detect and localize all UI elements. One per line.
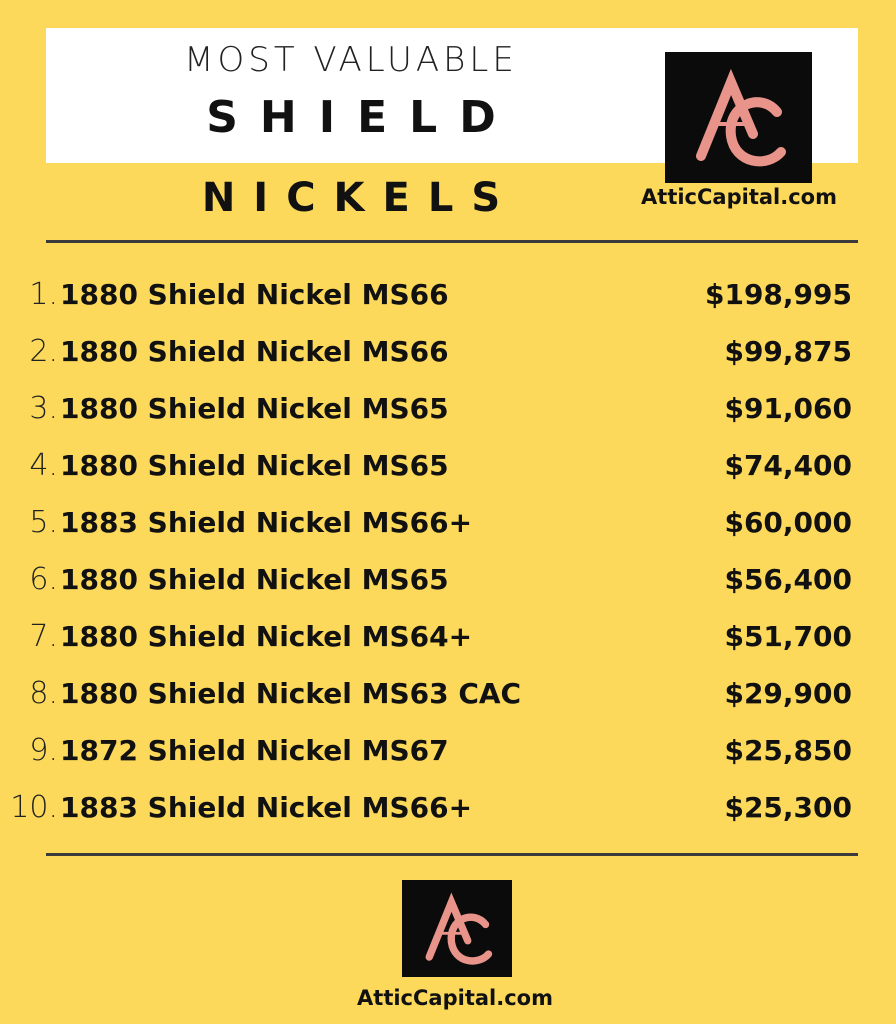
coin-name: 1880 Shield Nickel MS65	[60, 449, 449, 482]
coin-name: 1880 Shield Nickel MS65	[60, 392, 449, 425]
divider-bottom	[46, 853, 858, 856]
coin-price: $29,900	[724, 677, 852, 710]
coin-price: $56,400	[724, 563, 852, 596]
site-link-bottom[interactable]: AtticCapital.com	[357, 986, 553, 1010]
rank-number: 1.	[29, 277, 58, 312]
coin-price: $91,060	[724, 392, 852, 425]
rank-number: 3.	[29, 391, 58, 426]
coin-price: $198,995	[704, 278, 852, 311]
rank-number: 8.	[29, 676, 58, 711]
site-link-top[interactable]: AtticCapital.com	[641, 185, 837, 209]
ranking-list	[0, 272, 896, 842]
ac-logo-icon[interactable]	[402, 880, 512, 977]
rank-number: 10.	[10, 790, 58, 825]
rank-number: 5.	[29, 505, 58, 540]
rank-number: 7.	[29, 619, 58, 654]
coin-price: $74,400	[724, 449, 852, 482]
coin-name: 1883 Shield Nickel MS66+	[60, 791, 473, 824]
rank-number: 2.	[29, 334, 58, 369]
list-item	[0, 671, 896, 728]
coin-price: $60,000	[724, 506, 852, 539]
rank-number: 4.	[29, 448, 58, 483]
list-item	[0, 785, 896, 842]
coin-price: $25,850	[724, 734, 852, 767]
coin-name: 1880 Shield Nickel MS66	[60, 335, 449, 368]
coin-price: $99,875	[724, 335, 852, 368]
coin-name: 1872 Shield Nickel MS67	[60, 734, 449, 767]
title-line-nickels: NICKELS	[201, 175, 519, 221]
coin-name: 1880 Shield Nickel MS65	[60, 563, 449, 596]
list-item	[0, 728, 896, 785]
title-line-shield: SHIELD	[206, 92, 518, 143]
coin-name: 1883 Shield Nickel MS66+	[60, 506, 473, 539]
coin-name: 1880 Shield Nickel MS64+	[60, 620, 473, 653]
title-line-most-valuable: MOST VALUABLE	[184, 40, 518, 80]
list-item	[0, 329, 896, 386]
coin-price: $25,300	[724, 791, 852, 824]
rank-number: 9.	[29, 733, 58, 768]
list-item	[0, 500, 896, 557]
rank-number: 6.	[29, 562, 58, 597]
coin-price: $51,700	[724, 620, 852, 653]
list-item	[0, 443, 896, 500]
divider-top	[46, 240, 858, 243]
list-item	[0, 272, 896, 329]
list-item	[0, 614, 896, 671]
list-item	[0, 386, 896, 443]
coin-name: 1880 Shield Nickel MS63 CAC	[60, 677, 522, 710]
ac-logo-icon[interactable]	[665, 52, 812, 183]
list-item	[0, 557, 896, 614]
coin-name: 1880 Shield Nickel MS66	[60, 278, 449, 311]
